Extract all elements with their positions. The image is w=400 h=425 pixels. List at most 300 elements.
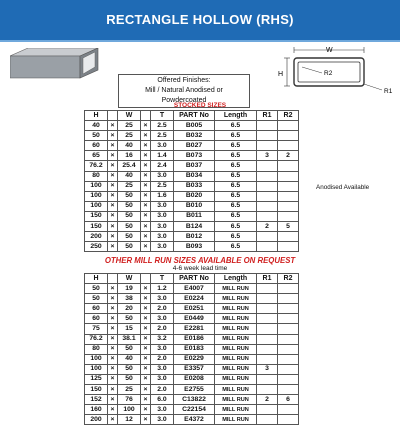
cell-part-no: B032 — [174, 131, 215, 141]
cell-r2 — [278, 201, 299, 211]
cell-r1 — [257, 121, 278, 131]
r2-label: R2 — [324, 70, 333, 77]
lead-time: 4-6 week lead time — [172, 265, 228, 272]
cell-part-no: B124 — [174, 222, 215, 232]
cell-part-no: E0183 — [174, 344, 215, 354]
cell-part-no: E2281 — [174, 324, 215, 334]
cell-r2 — [278, 211, 299, 221]
cell-x: × — [141, 374, 151, 384]
table-row — [85, 121, 299, 131]
cell-t: 3.0 — [151, 344, 174, 354]
cell-h: 80 — [85, 344, 108, 354]
table-row — [85, 242, 299, 252]
cell-h: 200 — [85, 415, 108, 425]
cell-part-no: B073 — [174, 151, 215, 161]
cell-length: MILL RUN — [215, 314, 257, 324]
cell-r1 — [257, 304, 278, 314]
cell-h: 160 — [85, 405, 108, 415]
cell-h: 80 — [85, 171, 108, 181]
cell-x: × — [108, 415, 118, 425]
cell-t: 3.0 — [151, 232, 174, 242]
cell-length: 6.5 — [215, 181, 257, 191]
cell-part-no: B011 — [174, 211, 215, 221]
cell-x: × — [108, 385, 118, 395]
cell-part-no: B012 — [174, 232, 215, 242]
column-header: W — [118, 274, 141, 284]
cell-r2 — [278, 161, 299, 171]
cell-x: × — [108, 211, 118, 221]
cell-w: 12 — [118, 415, 141, 425]
cell-r2 — [278, 344, 299, 354]
cell-r1 — [257, 344, 278, 354]
cell-r1 — [257, 334, 278, 344]
cell-part-no: E0186 — [174, 334, 215, 344]
table-row — [85, 354, 299, 364]
cell-x: × — [108, 161, 118, 171]
cell-part-no: B033 — [174, 181, 215, 191]
cell-x: × — [141, 161, 151, 171]
stocked-sizes-table — [84, 110, 299, 252]
stocked-sizes-heading: STOCKED SIZES — [173, 102, 227, 109]
cell-h: 50 — [85, 294, 108, 304]
cell-h: 100 — [85, 201, 108, 211]
table-row — [85, 284, 299, 294]
cell-r1 — [257, 324, 278, 334]
cell-h: 250 — [85, 242, 108, 252]
cell-x: × — [108, 314, 118, 324]
cell-r1 — [257, 374, 278, 384]
cell-length: MILL RUN — [215, 324, 257, 334]
cell-part-no: B093 — [174, 242, 215, 252]
cell-x: × — [108, 171, 118, 181]
cell-r2 — [278, 284, 299, 294]
cell-t: 3.0 — [151, 222, 174, 232]
r1-label: R1 — [384, 88, 393, 94]
table-row — [85, 405, 299, 415]
table-row — [85, 324, 299, 334]
cell-r1: 2 — [257, 395, 278, 405]
cell-x: × — [141, 232, 151, 242]
cell-length: MILL RUN — [215, 385, 257, 395]
cell-r2 — [278, 415, 299, 425]
cell-length: MILL RUN — [215, 364, 257, 374]
column-header: R1 — [257, 111, 278, 121]
table-row — [85, 222, 299, 232]
table-row — [85, 131, 299, 141]
column-header: R2 — [278, 274, 299, 284]
cell-w: 50 — [118, 211, 141, 221]
cell-x: × — [108, 294, 118, 304]
cell-x: × — [141, 324, 151, 334]
cell-x: × — [141, 211, 151, 221]
cell-x: × — [108, 354, 118, 364]
cell-x: × — [141, 304, 151, 314]
cell-w: 100 — [118, 405, 141, 415]
column-header: H — [85, 111, 108, 121]
cell-x: × — [141, 222, 151, 232]
cell-x: × — [141, 314, 151, 324]
rhs-profile-diagram — [278, 46, 396, 94]
cell-r1 — [257, 284, 278, 294]
cell-x: × — [141, 405, 151, 415]
cell-w: 25 — [118, 385, 141, 395]
rhs-tube-illustration — [10, 48, 102, 82]
cell-t: 1.6 — [151, 191, 174, 201]
cell-x: × — [141, 364, 151, 374]
anodised-note: Anodised Available — [316, 184, 370, 191]
cell-w: 50 — [118, 191, 141, 201]
cell-w: 15 — [118, 324, 141, 334]
cell-length: 6.5 — [215, 201, 257, 211]
cell-t: 3.0 — [151, 201, 174, 211]
cell-r1: 2 — [257, 222, 278, 232]
cell-x: × — [141, 385, 151, 395]
cell-x: × — [108, 395, 118, 405]
cell-r2 — [278, 405, 299, 415]
cell-h: 100 — [85, 191, 108, 201]
cell-length: MILL RUN — [215, 415, 257, 425]
cell-length: 6.5 — [215, 151, 257, 161]
table-row — [85, 294, 299, 304]
cell-x: × — [108, 201, 118, 211]
cell-r1 — [257, 191, 278, 201]
cell-r1: 3 — [257, 151, 278, 161]
cell-w: 50 — [118, 242, 141, 252]
finishes-line: Mill / Natural Anodised or — [145, 87, 223, 94]
cell-part-no: E0251 — [174, 304, 215, 314]
cell-w: 50 — [118, 232, 141, 242]
cell-h: 125 — [85, 374, 108, 384]
cell-length: MILL RUN — [215, 374, 257, 384]
cell-w: 25.4 — [118, 161, 141, 171]
column-header: Length — [215, 111, 257, 121]
cell-r2 — [278, 294, 299, 304]
table-row — [85, 171, 299, 181]
cell-x: × — [108, 232, 118, 242]
cell-r1 — [257, 181, 278, 191]
cell-part-no: E4372 — [174, 415, 215, 425]
cell-part-no: C22154 — [174, 405, 215, 415]
cell-x: × — [108, 324, 118, 334]
cell-h: 100 — [85, 364, 108, 374]
cell-length: 6.5 — [215, 222, 257, 232]
cell-t: 2.5 — [151, 181, 174, 191]
column-header: T — [151, 111, 174, 121]
cell-h: 100 — [85, 354, 108, 364]
cell-t: 3.0 — [151, 242, 174, 252]
cell-h: 75 — [85, 324, 108, 334]
cell-r2 — [278, 242, 299, 252]
cell-r2 — [278, 191, 299, 201]
cell-x: × — [141, 121, 151, 131]
table-row — [85, 151, 299, 161]
cell-r1 — [257, 294, 278, 304]
cell-x: × — [108, 242, 118, 252]
cell-t: 3.0 — [151, 364, 174, 374]
cell-t: 2.4 — [151, 161, 174, 171]
cell-w: 50 — [118, 222, 141, 232]
table-row — [85, 374, 299, 384]
cell-w: 50 — [118, 201, 141, 211]
cell-x: × — [141, 294, 151, 304]
table-row — [85, 314, 299, 324]
cell-part-no: C13822 — [174, 395, 215, 405]
cell-t: 3.2 — [151, 334, 174, 344]
cell-length: 6.5 — [215, 161, 257, 171]
cell-w: 40 — [118, 171, 141, 181]
cell-t: 3.0 — [151, 314, 174, 324]
cell-h: 50 — [85, 284, 108, 294]
cell-w: 76 — [118, 395, 141, 405]
cell-r1 — [257, 415, 278, 425]
cell-h: 200 — [85, 232, 108, 242]
table-row — [85, 334, 299, 344]
column-header: Length — [215, 274, 257, 284]
finishes-line: Powdercoated — [161, 97, 207, 104]
cell-x: × — [141, 151, 151, 161]
cell-r1 — [257, 405, 278, 415]
cell-w: 50 — [118, 344, 141, 354]
cell-r2 — [278, 324, 299, 334]
cell-length: 6.5 — [215, 121, 257, 131]
cell-x: × — [141, 415, 151, 425]
cell-r1 — [257, 211, 278, 221]
cell-x: × — [141, 131, 151, 141]
cell-part-no: B034 — [174, 171, 215, 181]
cell-r2 — [278, 131, 299, 141]
cell-w: 38 — [118, 294, 141, 304]
cell-t: 6.0 — [151, 395, 174, 405]
cell-w: 38.1 — [118, 334, 141, 344]
cell-x: × — [141, 354, 151, 364]
cell-r2 — [278, 334, 299, 344]
cell-r1 — [257, 161, 278, 171]
cell-h: 40 — [85, 121, 108, 131]
table-row — [85, 191, 299, 201]
cell-r2 — [278, 121, 299, 131]
cell-length: MILL RUN — [215, 354, 257, 364]
cell-length: 6.5 — [215, 191, 257, 201]
cell-t: 2.0 — [151, 304, 174, 314]
cell-r2 — [278, 304, 299, 314]
table-row — [85, 385, 299, 395]
cell-r2: 5 — [278, 222, 299, 232]
cell-x: × — [141, 171, 151, 181]
cell-r2 — [278, 232, 299, 242]
cell-x: × — [108, 121, 118, 131]
cell-x: × — [108, 191, 118, 201]
cell-length: MILL RUN — [215, 334, 257, 344]
cell-w: 25 — [118, 131, 141, 141]
cell-part-no: E0229 — [174, 354, 215, 364]
cell-t: 2.0 — [151, 385, 174, 395]
cell-w: 50 — [118, 374, 141, 384]
cell-length: 6.5 — [215, 131, 257, 141]
table-row — [85, 232, 299, 242]
h-label: H — [278, 71, 284, 78]
cell-r2 — [278, 364, 299, 374]
table-row — [85, 201, 299, 211]
cell-part-no: B010 — [174, 201, 215, 211]
cell-r1: 3 — [257, 364, 278, 374]
cell-r1 — [257, 201, 278, 211]
cell-w: 16 — [118, 151, 141, 161]
table-header-row — [85, 111, 299, 121]
cell-x: × — [141, 284, 151, 294]
cell-r1 — [257, 354, 278, 364]
table-row — [85, 395, 299, 405]
cell-h: 100 — [85, 181, 108, 191]
cell-x: × — [108, 374, 118, 384]
cell-part-no: B037 — [174, 161, 215, 171]
cell-r2 — [278, 385, 299, 395]
cell-x: × — [141, 242, 151, 252]
cell-w: 19 — [118, 284, 141, 294]
cell-r2 — [278, 354, 299, 364]
cell-w: 25 — [118, 181, 141, 191]
cell-h: 150 — [85, 211, 108, 221]
cell-w: 40 — [118, 354, 141, 364]
cell-x: × — [141, 181, 151, 191]
cell-length: MILL RUN — [215, 294, 257, 304]
cell-part-no: E2755 — [174, 385, 215, 395]
cell-r1 — [257, 171, 278, 181]
cell-x: × — [108, 304, 118, 314]
cell-x: × — [141, 344, 151, 354]
cell-t: 3.0 — [151, 211, 174, 221]
cell-h: 152 — [85, 395, 108, 405]
cell-part-no: B005 — [174, 121, 215, 131]
cell-length: 6.5 — [215, 232, 257, 242]
cell-r1 — [257, 141, 278, 151]
cell-r2: 2 — [278, 151, 299, 161]
cell-h: 50 — [85, 131, 108, 141]
cell-length: 6.5 — [215, 171, 257, 181]
cell-h: 60 — [85, 304, 108, 314]
cell-t: 2.0 — [151, 324, 174, 334]
cell-part-no: B020 — [174, 191, 215, 201]
cell-t: 2.5 — [151, 121, 174, 131]
cell-length: 6.5 — [215, 242, 257, 252]
table-row — [85, 344, 299, 354]
cell-x: × — [141, 334, 151, 344]
cell-x: × — [108, 334, 118, 344]
cell-r1 — [257, 314, 278, 324]
cell-x: × — [141, 141, 151, 151]
cell-w: 50 — [118, 364, 141, 374]
cell-length: MILL RUN — [215, 304, 257, 314]
cell-x: × — [108, 405, 118, 415]
cell-h: 150 — [85, 222, 108, 232]
cell-w: 40 — [118, 141, 141, 151]
column-header: H — [85, 274, 108, 284]
cell-length: MILL RUN — [215, 284, 257, 294]
cell-h: 65 — [85, 151, 108, 161]
cell-x: × — [108, 141, 118, 151]
cell-r2 — [278, 314, 299, 324]
cell-part-no: E0208 — [174, 374, 215, 384]
cell-r1 — [257, 232, 278, 242]
cell-x: × — [108, 151, 118, 161]
column-header: R1 — [257, 274, 278, 284]
cell-t: 3.0 — [151, 374, 174, 384]
cell-x: × — [108, 284, 118, 294]
cell-x: × — [108, 364, 118, 374]
cell-r1 — [257, 242, 278, 252]
cell-r1 — [257, 131, 278, 141]
cell-x: × — [141, 201, 151, 211]
table-row — [85, 304, 299, 314]
cell-part-no: B027 — [174, 141, 215, 151]
table-row — [85, 364, 299, 374]
table-row — [85, 141, 299, 151]
table-row — [85, 211, 299, 221]
mill-run-table — [84, 273, 299, 425]
cell-t: 1.2 — [151, 284, 174, 294]
table-row — [85, 415, 299, 425]
cell-length: 6.5 — [215, 211, 257, 221]
cell-length: MILL RUN — [215, 344, 257, 354]
cell-x: × — [108, 344, 118, 354]
cell-t: 3.0 — [151, 294, 174, 304]
cell-h: 76.2 — [85, 161, 108, 171]
cell-t: 3.0 — [151, 405, 174, 415]
cell-h: 60 — [85, 314, 108, 324]
cell-r1 — [257, 385, 278, 395]
mill-run-heading: OTHER MILL RUN SIZES AVAILABLE ON REQUEST — [104, 256, 296, 265]
cell-r2 — [278, 141, 299, 151]
cell-x: × — [141, 395, 151, 405]
cell-w: 50 — [118, 314, 141, 324]
cell-r2: 6 — [278, 395, 299, 405]
cell-part-no: E0224 — [174, 294, 215, 304]
table-header-row — [85, 274, 299, 284]
cell-h: 76.2 — [85, 334, 108, 344]
cell-w: 25 — [118, 121, 141, 131]
cell-t: 3.0 — [151, 141, 174, 151]
cell-length: MILL RUN — [215, 395, 257, 405]
cell-t: 1.4 — [151, 151, 174, 161]
cell-h: 150 — [85, 385, 108, 395]
cell-t: 2.0 — [151, 354, 174, 364]
cell-r2 — [278, 374, 299, 384]
column-header: T — [151, 274, 174, 284]
cell-part-no: E4007 — [174, 284, 215, 294]
cell-t: 3.0 — [151, 415, 174, 425]
table-row — [85, 161, 299, 171]
cell-x: × — [108, 222, 118, 232]
table-row — [85, 181, 299, 191]
column-header: R2 — [278, 111, 299, 121]
cell-w: 20 — [118, 304, 141, 314]
column-header: PART No — [174, 111, 215, 121]
cell-x: × — [108, 181, 118, 191]
cell-t: 2.5 — [151, 131, 174, 141]
cell-h: 60 — [85, 141, 108, 151]
page-title: RECTANGLE HOLLOW (RHS) — [0, 0, 400, 42]
cell-t: 3.0 — [151, 171, 174, 181]
finishes-line: Offered Finishes: — [157, 77, 211, 84]
cell-part-no: E0449 — [174, 314, 215, 324]
cell-part-no: E3357 — [174, 364, 215, 374]
cell-r2 — [278, 171, 299, 181]
cell-r2 — [278, 181, 299, 191]
cell-x: × — [141, 191, 151, 201]
w-label: W — [326, 47, 333, 54]
cell-x: × — [108, 131, 118, 141]
cell-length: 6.5 — [215, 141, 257, 151]
column-header: PART No — [174, 274, 215, 284]
